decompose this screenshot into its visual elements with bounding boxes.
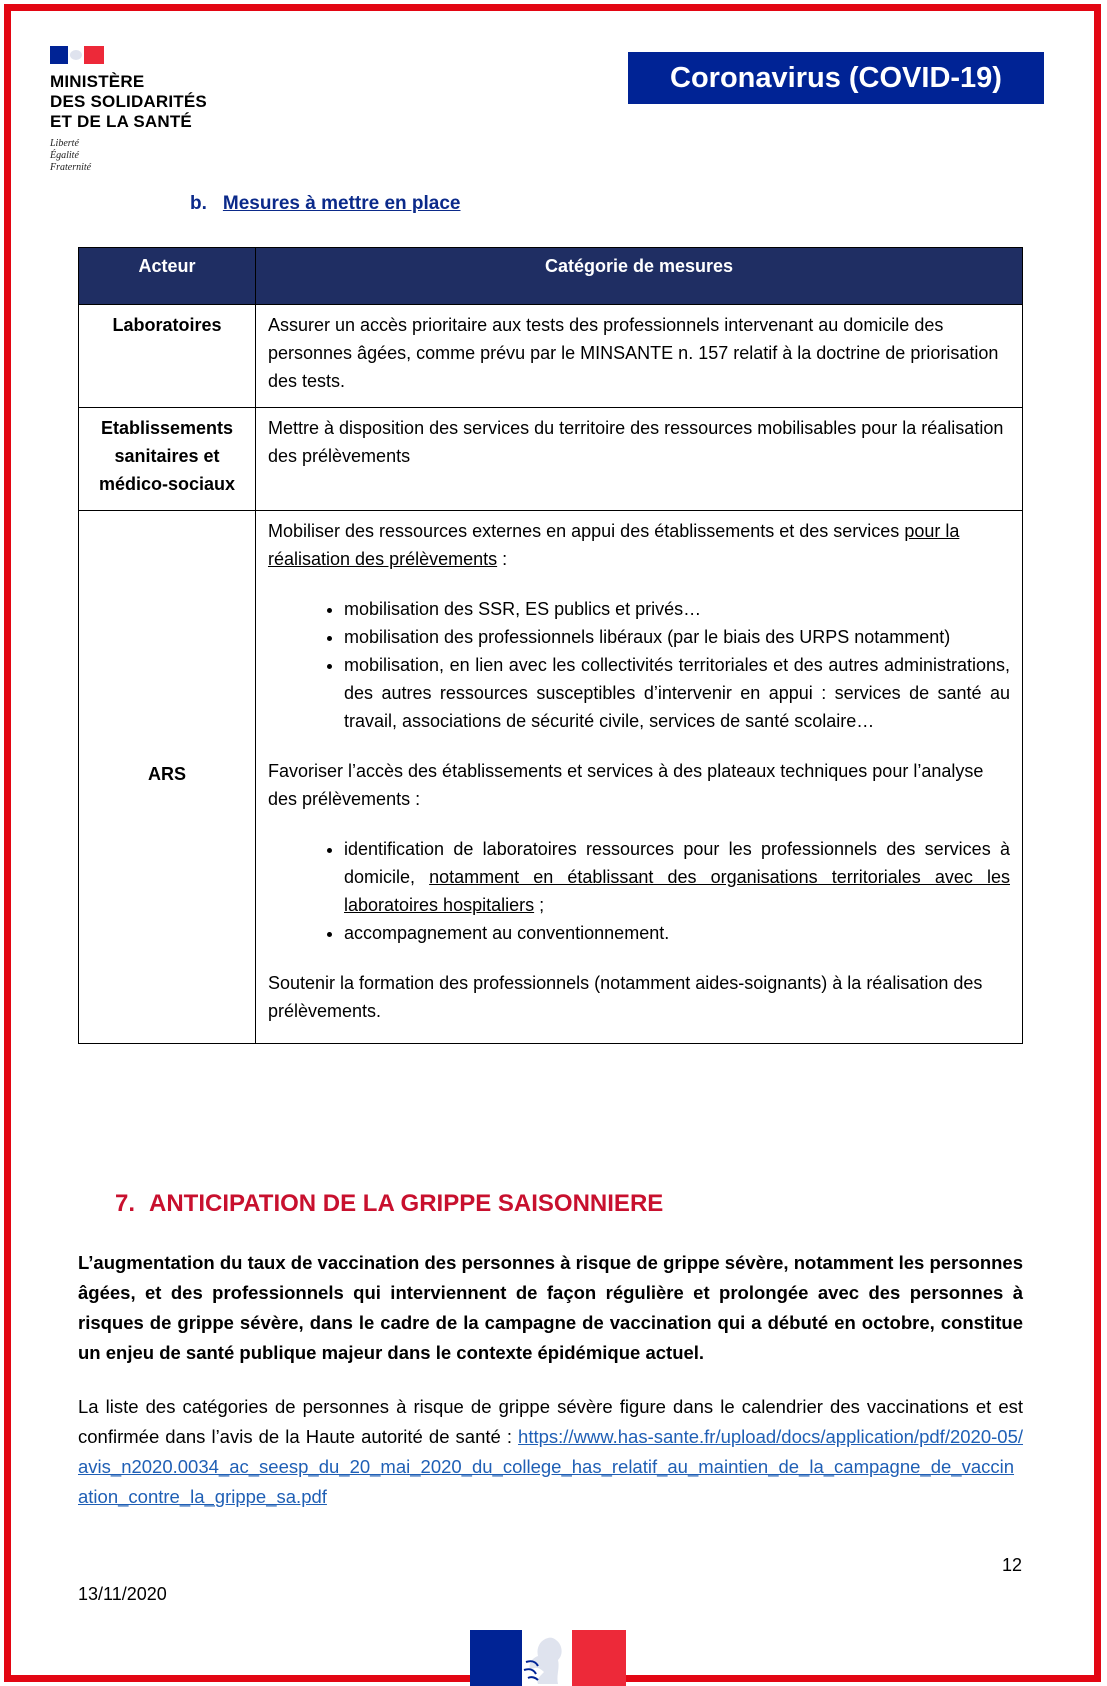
table-row (79, 305, 1023, 408)
table-row (79, 511, 1023, 1044)
marianne-emblem-icon (470, 1630, 626, 1686)
ministry-logo (50, 46, 207, 174)
logo-title: MINISTÈRE DES SOLIDARITÉS ET DE LA SANTÉ (50, 72, 207, 131)
has-link[interactable]: https://www.has-sante.fr/upload/docs/application/pdf/2020-05/avis_n2020.0034_ac_seesp_du_20_mai_2020_du_college_has_relatif_au_maintien_de_la_campagne_de_vaccination_contre_la_grippe_sa.pdf (78, 1426, 1023, 1507)
marianne-flag-icon (50, 46, 104, 64)
column-header-measures: Catégorie de mesures (256, 248, 1023, 305)
measure-text: Mettre à disposition des services du territoire des ressources mobilisables pour la réalisation des prélèvements (268, 418, 1004, 466)
list-item: • identification de laboratoires ressources pour les professionnels des services à domicile, notamment en établissant des organisations territoriales avec les laboratoires hospitaliers ; (344, 835, 1010, 919)
bullet-list (268, 595, 1010, 735)
actor-cell: ARS (79, 511, 256, 1044)
subsection-letter: b. (190, 193, 207, 214)
measure-paragraph: Soutenir la formation des professionnels (notamment aides-soignants) à la réalisation des prélèvements. (268, 973, 983, 1021)
measure-text: Assurer un accès prioritaire aux tests des professionnels intervenant au domicile des personnes âgées, comme prévu par le MINSANTE n. 157 relatif à la doctrine de priorisation des tests. (268, 315, 999, 391)
list-item: • mobilisation, en lien avec les collectivités territoriales et des autres administrations, des autres ressources susceptibles d’intervenir en appui : services de santé au travail, associations de sécurité civile, services de santé scolaire… (344, 651, 1010, 735)
intro-paragraph: L’augmentation du taux de vaccination des personnes à risque de grippe sévère, notamment les personnes âgées, et des professionnels qui interviennent de façon régulière et prolongée avec des personnes à risques de grippe sévère, dans le cadre de la campagne de vaccination qui a débuté en octobre, constitue un enjeu de santé publique majeur dans le contexte épidémique actuel. (78, 1252, 1023, 1363)
logo-motto: Liberté Égalité Fraternité (50, 138, 92, 173)
page-number: 12 (1002, 1555, 1023, 1575)
measures-cell (256, 305, 1023, 408)
measures-cell (256, 511, 1023, 1044)
footer-date: 13/11/2020 (78, 1584, 167, 1604)
list-item: • mobilisation des SSR, ES publics et privés… (344, 595, 1010, 623)
measure-paragraph: Mobiliser des ressources externes en appui des établissements et des services pour la réalisation des prélèvements : (268, 521, 960, 569)
section-number: 7. (115, 1190, 136, 1217)
header-banner: Coronavirus (COVID-19) (628, 52, 1044, 104)
subsection-heading (190, 193, 461, 215)
body-paragraph: La liste des catégories de personnes à risque de grippe sévère figure dans le calendrier des vaccinations et est confirmée dans l’avis de la Haute autorité de santé : https://www.has-sante.fr/upload/docs/application/pdf/2020-05/avis_n2020.0034_ac_seesp_du_20_mai_2020_du_college_has_relatif_au_maintien_de_la_campagne_de_vaccination_contre_la_grippe_sa.pdf (78, 1396, 1023, 1507)
measure-paragraph: Favoriser l’accès des établissements et services à des plateaux techniques pour l’analyse des prélèvements : (268, 761, 984, 809)
subsection-title: Mesures à mettre en place (222, 193, 461, 214)
actor-cell: Laboratoires (79, 305, 256, 408)
bullet-list (268, 835, 1010, 947)
measures-table (78, 247, 1023, 1044)
table-row (79, 408, 1023, 511)
table-header-row (79, 248, 1023, 305)
column-header-actor: Acteur (79, 248, 256, 305)
section-heading (115, 1190, 663, 1218)
section-title: ANTICIPATION DE LA GRIPPE SAISONNIERE (149, 1190, 664, 1217)
list-item: • accompagnement au conventionnement. (344, 919, 1010, 947)
measures-cell (256, 408, 1023, 511)
list-item: • mobilisation des professionnels libéraux (par le biais des URPS notamment) (344, 623, 1010, 651)
actor-cell: Etablissements sanitaires et médico-sociaux (79, 408, 256, 511)
